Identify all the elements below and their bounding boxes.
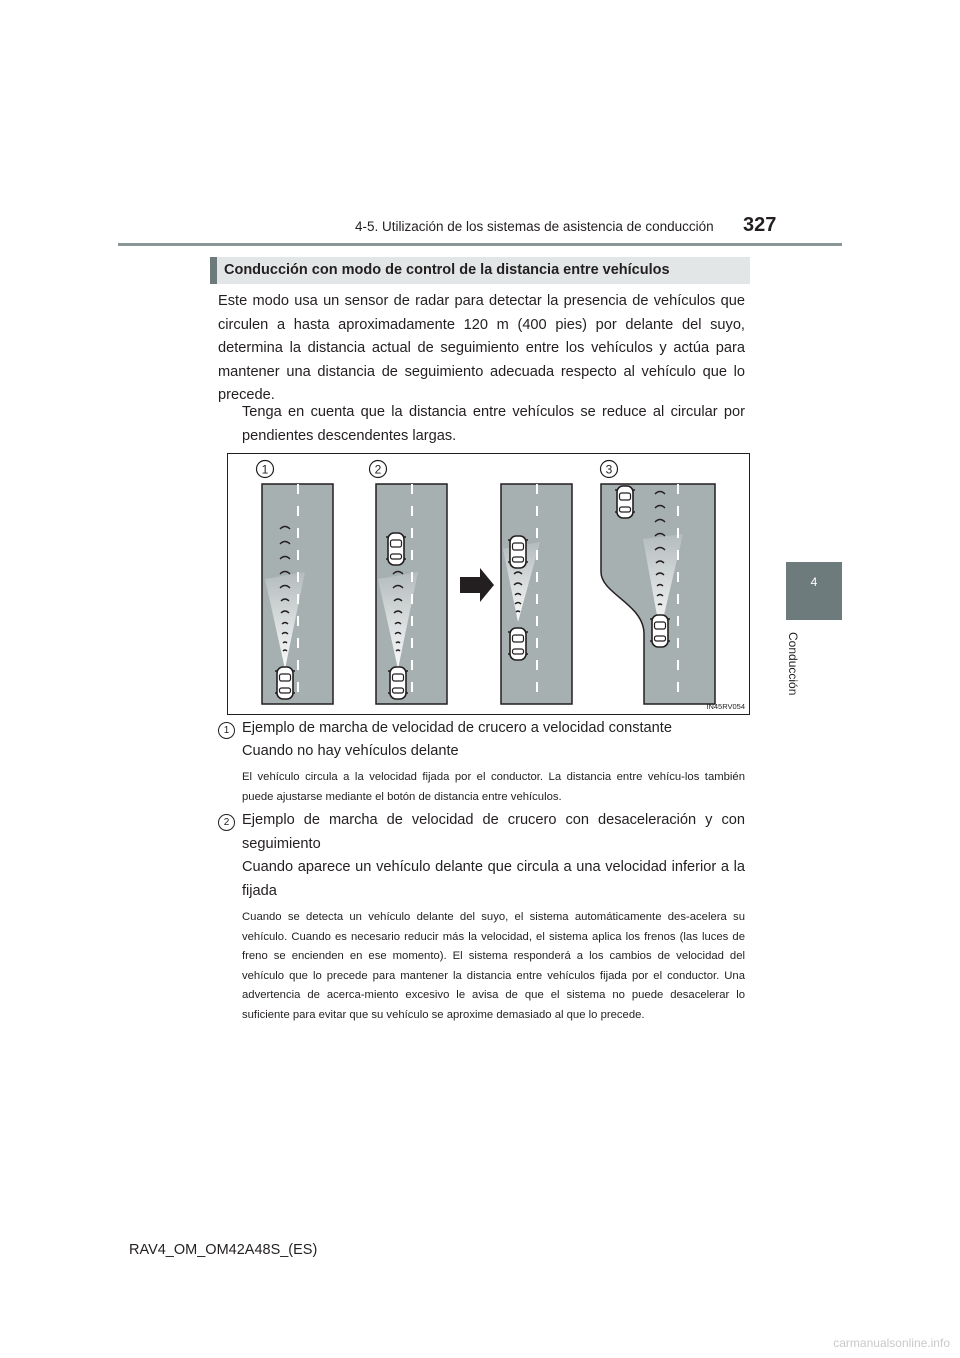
preceding-vehicle	[386, 533, 406, 565]
road-scene-3	[501, 484, 572, 704]
transition-arrow-icon	[460, 568, 494, 602]
item-number-2: 2	[218, 814, 235, 831]
merging-vehicle	[615, 486, 635, 518]
illustration-frame	[227, 453, 750, 715]
item-1-detail: El vehículo circula a la velocidad fijada por el conductor. La distancia entre vehícu-los también puede ajustarse mediante el botón de distancia entre vehículos.	[242, 771, 745, 803]
marker-2-label: 2	[374, 462, 382, 477]
chapter-tab-label: Conducción	[786, 632, 800, 696]
own-vehicle	[388, 667, 408, 699]
item-1-heading: Ejemplo de marcha de velocidad de crucero a velocidad constante	[242, 720, 672, 736]
intro-paragraph: Este modo usa un sensor de radar para detectar la presencia de vehículos que circulen a hasta aproximadamente 120 m (400 pies) por delante del suyo, determina la distancia actual de seguimiento entre los vehículos y actúa para mantener una distancia de seguimiento adecuada respecto al vehículo que lo precede.	[218, 293, 745, 403]
page-number: 327	[743, 214, 777, 236]
watermark: carmanualsonline.info	[833, 1336, 950, 1350]
road-scene-4	[601, 484, 715, 704]
item-1-subheading: Cuando no hay vehículos delante	[242, 743, 459, 759]
marker-2	[370, 461, 387, 478]
marker-1	[257, 461, 274, 478]
footer-code: RAV4_OM_OM42A48S_(ES)	[129, 1242, 318, 1258]
header-divider	[118, 243, 842, 246]
own-vehicle	[508, 628, 528, 660]
marker-3	[601, 461, 618, 478]
section-title: Conducción con modo de control de la distancia entre vehículos	[224, 262, 670, 278]
figure-code: IN45RV054	[706, 702, 745, 711]
item-2-heading: Ejemplo de marcha de velocidad de crucero con desaceleración y con seguimiento	[242, 812, 745, 852]
item-2-subheading: Cuando aparece un vehículo delante que circula a una velocidad inferior a la fijada	[242, 859, 745, 899]
preceding-vehicle	[508, 536, 528, 568]
item-number-1: 1	[218, 722, 235, 739]
own-vehicle	[275, 667, 295, 699]
item-2-detail: Cuando se detecta un vehículo delante del suyo, el sistema automáticamente des-acelera su vehículo. Cuando es necesario reducir más la velocidad, el sistema aplica los frenos (las luces de freno se encienden en ese momento). El sistema responderá a los cambios de velocidad del vehículo que lo precede para mantener la distancia entre vehículos fijada por el conductor. Una advertencia de acerca-miento excesivo le avisa de que el sistema no puede desacelerar lo suficiente para evitar que su vehículo se aproxime demasiado al que lo precede.	[242, 911, 745, 1021]
cruise-control-illustration	[228, 454, 749, 714]
own-vehicle	[650, 615, 670, 647]
marker-1-label: 1	[261, 462, 269, 477]
chapter-tab	[786, 562, 842, 620]
road-scene-2	[376, 484, 447, 704]
marker-3-label: 3	[605, 462, 613, 477]
header-section-title: 4-5. Utilización de los sistemas de asistencia de conducción	[355, 219, 714, 234]
note-paragraph: Tenga en cuenta que la distancia entre vehículos se reduce al circular por pendientes descendentes largas.	[242, 404, 745, 444]
road-scene-1	[262, 484, 333, 704]
chapter-tab-number: 4	[810, 575, 818, 589]
